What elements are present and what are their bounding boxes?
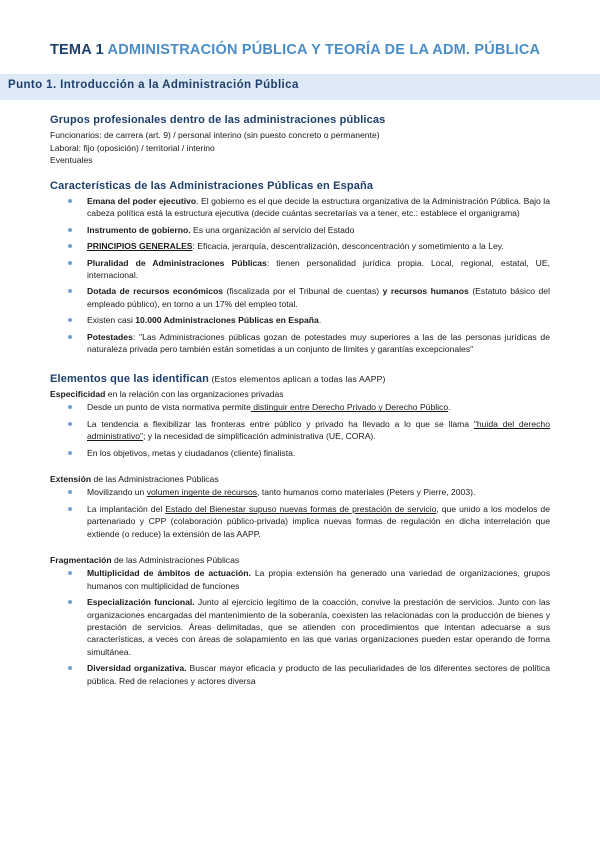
list-item: Desde un punto de vista normativa permite distinguir entre Derecho Privado y Derecho Público.	[50, 401, 550, 413]
list-item: Movilizando un volumen ingente de recursos, tanto humanos como materiales (Peters y Pierre, 2003).	[50, 486, 550, 498]
grupos-line-3: Eventuales	[50, 155, 93, 166]
bullet-icon	[68, 451, 72, 455]
tema-number: TEMA 1	[50, 42, 104, 58]
list-item: Emana del poder ejecutivo. El gobierno es el que decide la estructura organizativa de la Administración Pública. Bajo la cabeza política está la estructura ejecutiva (decide cuántas secretarías va a tener, etc.: establece el organigrama)	[50, 195, 550, 220]
bullet-icon	[68, 261, 72, 265]
elementos-heading: Elementos que las identifican (Estos elementos aplican a todas las AAPP)	[50, 372, 386, 385]
caracteristicas-heading: Características de las Administraciones Públicas en España	[50, 179, 374, 192]
bullet-icon	[68, 666, 72, 670]
list-item: Pluralidad de Administraciones Públicas: tienen personalidad jurídica propia. Local, regional, estatal, UE, internacional.	[50, 257, 550, 282]
extension-subheading: Extensión de las Administraciones Públicas	[50, 473, 219, 484]
list-item: Instrumento de gobierno. Es una organización al servicio del Estado	[50, 224, 550, 236]
bullet-icon	[68, 228, 72, 232]
bullet-icon	[68, 571, 72, 575]
grupos-heading: Grupos profesionales dentro de las administraciones públicas	[50, 114, 386, 126]
especificidad-list	[50, 401, 550, 459]
bullet-icon	[68, 600, 72, 604]
especificidad-subheading: Especificidad en la relación con las organizaciones privadas	[50, 388, 284, 399]
punto-heading: Punto 1. Introducción a la Administración Pública	[8, 79, 299, 91]
bullet-icon	[68, 507, 72, 511]
list-item: La implantación del Estado del Bienestar supuso nuevas formas de prestación de servicio, que unido a los modelos de partenariado y CPP (colaboración público-privada) implica nuevas formas de regulación en dicha interrelación que extiende (o reduce) la extensión de las AAPP.	[50, 503, 550, 540]
bullet-icon	[68, 490, 72, 494]
bullet-icon	[68, 405, 72, 409]
fragmentacion-subheading: Fragmentación de las Administraciones Públicas	[50, 554, 240, 565]
list-item: Especialización funcional. Junto al ejercicio legítimo de la coacción, convive la prestación de servicios. Junto con las organizaciones encargadas del mantenimiento de la soberanía, coexisten las relacionadas con la producción de bienes y prestación de servicios. Áreas delimitadas, que se atienden con procedimientos que intentan adecuarse a sus características, a veces con áreas de solapamiento en las que varias organizaciones pueden estar operando de forma simultánea.	[50, 596, 550, 658]
list-item: Multiplicidad de ámbitos de actuación. La propia extensión ha generado una variedad de organizaciones, grupos humanos con multiplicidad de funciones	[50, 567, 550, 592]
document-title	[50, 42, 570, 58]
list-item: Potestades: "Las Administraciones públicas gozan de potestades muy superiores a las de las personas jurídicas de naturaleza privada pero también están sometidas a un conjunto de límites y garantías excepcionales"	[50, 331, 550, 356]
document-content	[50, 108, 550, 691]
list-item: En los objetivos, metas y ciudadanos (cliente) finalista.	[50, 447, 550, 459]
grupos-line-1: Funcionarios: de carrera (art. 9) / personal interino (sin puesto concreto o permanente)	[50, 130, 380, 141]
bullet-icon	[68, 289, 72, 293]
list-item: PRINCIPIOS GENERALES: Eficacia, jerarquía, descentralización, desconcentración y sometimiento a la Ley.	[50, 240, 550, 252]
bullet-icon	[68, 244, 72, 248]
list-item: Existen casi 10.000 Administraciones Públicas en España.	[50, 314, 550, 326]
elementos-note: (Estos elementos aplican a todas las AAPP)	[209, 373, 386, 384]
bullet-icon	[68, 422, 72, 426]
list-item: Diversidad organizativa. Buscar mayor eficacia y producto de las peculiaridades de los diferentes sectores de política pública. Red de relaciones y actores diversa	[50, 662, 550, 687]
list-item: Dotada de recursos económicos (fiscalizada por el Tribunal de cuentas) y recursos humanos (Estatuto básico del empleado público), en torno a un 17% del empleo total.	[50, 285, 550, 310]
section-band	[0, 74, 600, 100]
extension-list	[50, 486, 550, 540]
fragmentacion-list	[50, 567, 550, 687]
grupos-line-2: Laboral: fijo (oposición) / territorial / interino	[50, 142, 215, 153]
list-item: La tendencia a flexibilizar las fronteras entre público y privado ha llevado a lo que se llama "huida del derecho administrativo"; y la necesidad de simplificación administrativa (UE, CORA).	[50, 418, 550, 443]
tema-title: ADMINISTRACIÓN PÚBLICA Y TEORÍA DE LA ADM. PÚBLICA	[107, 42, 541, 58]
caracteristicas-list	[50, 195, 550, 355]
bullet-icon	[68, 318, 72, 322]
bullet-icon	[68, 335, 72, 339]
bullet-icon	[68, 199, 72, 203]
